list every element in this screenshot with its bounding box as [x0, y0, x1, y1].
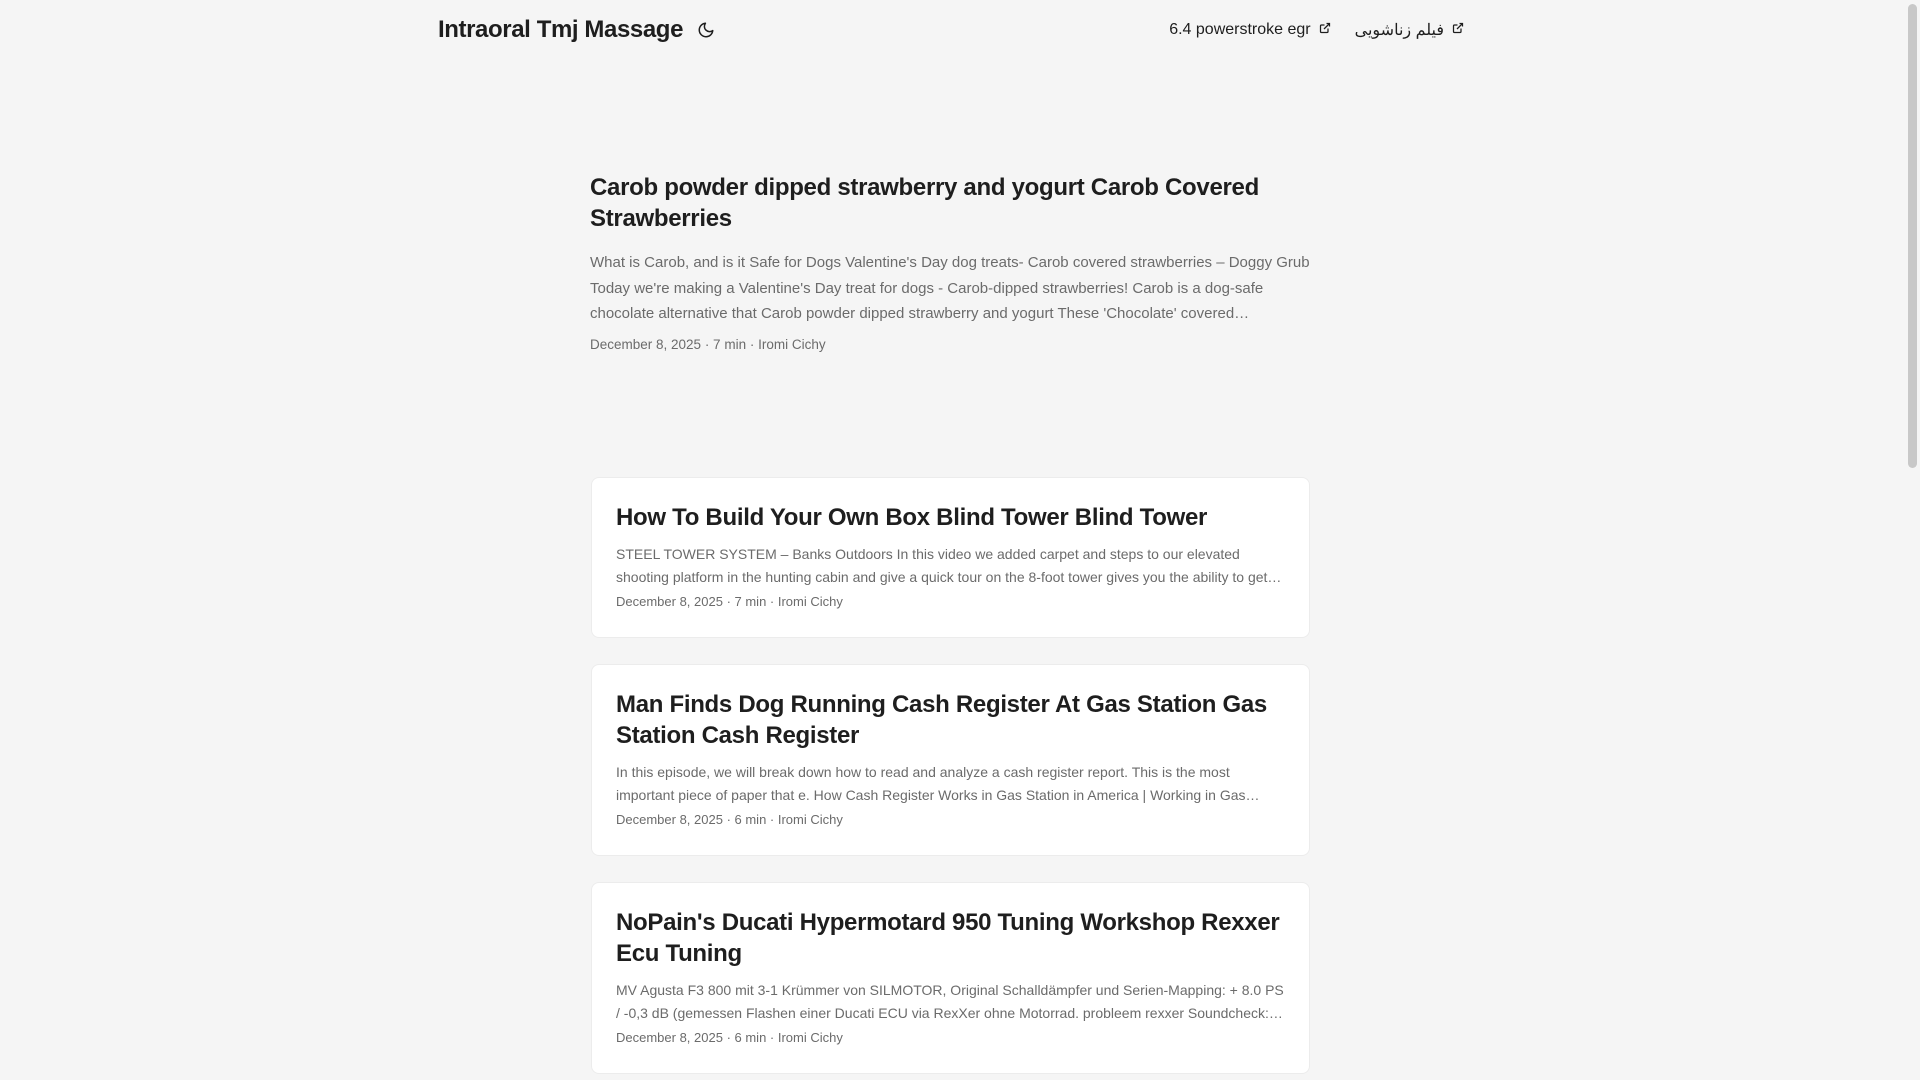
scrollbar[interactable]	[1904, 0, 1920, 1080]
post-meta: December 8, 2025 · 6 min · Iromi Cichy	[616, 1030, 843, 1046]
moon-icon[interactable]	[695, 19, 717, 41]
post-card[interactable]	[591, 477, 1310, 638]
post-summary: MV Agusta F3 800 mit 3-1 Krümmer von SILMOTOR, Original Schalldämpfer und Serien-Mapping: + 8.0 PS / -0,3 dB (gemessen Flashen einer Ducati ECU via RexXer ohne Motorrad. probleem rexxer Soundcheck:	[616, 982, 1284, 1021]
post-summary: STEEL TOWER SYSTEM – Banks Outdoors In this video we added carpet and steps to our elevated shooting platform in the hunting cabin and give a quick tour on the 8-foot tower gives you the ability to get	[616, 546, 1268, 585]
logo-area	[438, 16, 717, 44]
site-header	[438, 0, 1464, 60]
first-post-entry[interactable]	[590, 172, 1310, 352]
post-card[interactable]	[591, 882, 1310, 1074]
post-summary: What is Carob, and is it Safe for Dogs Valentine's Day dog treats- Carob covered strawberries – Doggy Grub Today we're making a Valentine's Day treat for dogs - Carob-dipped strawberries! Carob is a dog-safe chocolate alternative that Carob powder dipped strawberry and yogurt These 'Chocolate' covered	[590, 254, 1310, 323]
post-card[interactable]	[591, 664, 1310, 856]
post-meta: December 8, 2025 · 6 min · Iromi Cichy	[616, 812, 843, 828]
external-link-icon	[1452, 21, 1464, 39]
post-title: NoPain's Ducati Hypermotard 950 Tuning Workshop Rexxer Ecu Tuning	[616, 909, 1280, 967]
menu-link-label: 6.4 powerstroke egr	[1169, 21, 1311, 38]
menu-link-label: فیلم زناشویی	[1354, 22, 1444, 39]
post-meta: December 8, 2025 · 7 min · Iromi Cichy	[616, 594, 843, 610]
menu-link-persian[interactable]	[1355, 20, 1464, 40]
scrollbar-thumb[interactable]	[1908, 4, 1917, 468]
external-link-icon	[1319, 21, 1331, 39]
site-title-link[interactable]: Intraoral Tmj Massage	[438, 16, 684, 43]
top-menu	[1169, 20, 1464, 40]
post-title: Man Finds Dog Running Cash Register At Gas Station Gas Station Cash Register	[616, 691, 1267, 749]
post-title: Carob powder dipped strawberry and yogurt Carob Covered Strawberries	[590, 174, 1259, 232]
post-summary: In this episode, we will break down how to read and analyze a cash register report. This is the most important piece of paper that e. How Cash Register Works in Gas Station in America | Working in Gas	[616, 764, 1246, 803]
post-meta: December 8, 2025 · 7 min · Iromi Cichy	[590, 337, 826, 353]
menu-link-powerstroke[interactable]	[1169, 20, 1330, 40]
post-title: How To Build Your Own Box Blind Tower Blind Tower	[616, 504, 1208, 531]
